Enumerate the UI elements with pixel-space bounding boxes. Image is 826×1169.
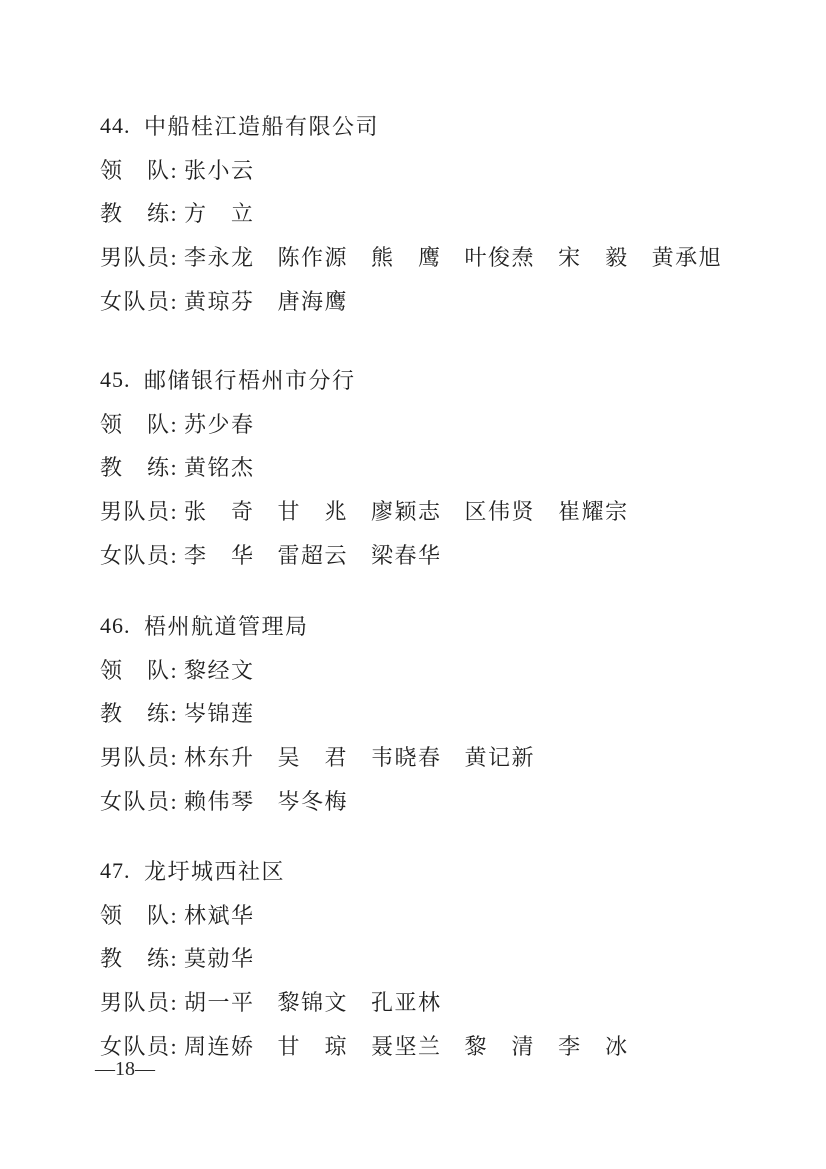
- team-section-45: [100, 358, 786, 576]
- female-members: [184, 285, 348, 316]
- member-name: 甘 琼: [277, 1033, 349, 1059]
- team-number: 46.: [100, 612, 131, 638]
- team-number: 45.: [100, 366, 131, 392]
- male-members: [184, 986, 442, 1017]
- male-members: [184, 241, 722, 272]
- coach-line: [100, 191, 786, 235]
- member-name: 唐海鹰: [277, 288, 349, 314]
- leader-line: [100, 648, 786, 692]
- member-name: 李永龙: [184, 245, 255, 271]
- male-members-line: [100, 235, 786, 279]
- team-section-44: [100, 104, 786, 322]
- female-members: [184, 785, 348, 816]
- member-name: 熊 鹰: [371, 245, 442, 271]
- leader-label: 领 队:: [100, 657, 179, 683]
- coach-label: 教 练:: [100, 201, 179, 227]
- member-name: 廖颖志: [371, 499, 442, 525]
- team-title-line: [100, 104, 786, 148]
- coach-line: [100, 445, 786, 489]
- leader-label: 领 队:: [100, 157, 179, 183]
- member-name: 宋 毅: [558, 245, 629, 271]
- coach-name: 莫勍华: [184, 946, 255, 972]
- leader-name: 黎经文: [184, 657, 255, 683]
- female-members-label: 女队员:: [100, 288, 179, 314]
- female-members-label: 女队员:: [100, 542, 179, 568]
- leader-label: 领 队:: [100, 902, 179, 928]
- member-name: 雷超云: [277, 542, 349, 568]
- female-members-line: [100, 1023, 786, 1067]
- member-name: 张 奇: [184, 499, 255, 525]
- male-members-label: 男队员:: [100, 745, 179, 771]
- member-name: 陈作源: [277, 245, 349, 271]
- team-title-line: [100, 849, 786, 893]
- coach-line: [100, 936, 786, 980]
- female-members-label: 女队员:: [100, 1033, 179, 1059]
- team-section-46: [100, 604, 786, 822]
- female-members: [184, 1030, 629, 1061]
- page-number: —18—: [95, 1058, 155, 1080]
- member-name: 聂坚兰: [371, 1033, 442, 1059]
- team-section-47: [100, 849, 786, 1067]
- member-name: 黄琼芬: [184, 288, 255, 314]
- leader-name: 张小云: [184, 157, 255, 183]
- member-name: 崔耀宗: [558, 499, 629, 525]
- member-name: 黎锦文: [277, 990, 349, 1016]
- coach-name: 方 立: [184, 201, 255, 227]
- coach-name: 黄铭杰: [184, 455, 255, 481]
- leader-line: [100, 148, 786, 192]
- male-members: [184, 741, 535, 772]
- coach-line: [100, 691, 786, 735]
- member-name: 黄承旭: [651, 245, 723, 271]
- team-title: 中船桂江造船有限公司: [144, 114, 380, 140]
- leader-line: [100, 402, 786, 446]
- leader-name: 苏少春: [184, 411, 255, 437]
- team-title: 龙圩城西社区: [144, 859, 286, 885]
- coach-label: 教 练:: [100, 701, 179, 727]
- male-members: [184, 495, 629, 526]
- member-name: 赖伟琴: [184, 788, 255, 814]
- member-name: 梁春华: [371, 542, 442, 568]
- member-name: 甘 兆: [277, 499, 349, 525]
- member-name: 黎 清: [464, 1033, 536, 1059]
- member-name: 黄记新: [464, 745, 536, 771]
- leader-label: 领 队:: [100, 411, 179, 437]
- male-members-line: [100, 489, 786, 533]
- team-number: 44.: [100, 112, 131, 138]
- member-name: 胡一平: [184, 990, 255, 1016]
- male-members-label: 男队员:: [100, 990, 179, 1016]
- member-name: 林东升: [184, 745, 255, 771]
- member-name: 叶俊焘: [464, 245, 536, 271]
- male-members-label: 男队员:: [100, 499, 179, 525]
- team-title: 梧州航道管理局: [144, 614, 309, 640]
- team-title: 邮储银行梧州市分行: [144, 368, 356, 394]
- coach-label: 教 练:: [100, 455, 179, 481]
- member-name: 周连娇: [184, 1033, 255, 1059]
- male-members-label: 男队员:: [100, 245, 179, 271]
- female-members-line: [100, 532, 786, 576]
- member-name: 李 冰: [558, 1033, 629, 1059]
- team-number: 47.: [100, 857, 131, 883]
- female-members-line: [100, 278, 786, 322]
- coach-label: 教 练:: [100, 946, 179, 972]
- member-name: 区伟贤: [464, 499, 536, 525]
- member-name: 李 华: [184, 542, 255, 568]
- team-title-line: [100, 358, 786, 402]
- male-members-line: [100, 980, 786, 1024]
- coach-name: 岑锦莲: [184, 701, 255, 727]
- member-name: 韦晓春: [371, 745, 442, 771]
- male-members-line: [100, 735, 786, 779]
- member-name: 吴 君: [277, 745, 349, 771]
- member-name: 孔亚林: [371, 990, 442, 1016]
- team-title-line: [100, 604, 786, 648]
- female-members-label: 女队员:: [100, 788, 179, 814]
- female-members: [184, 539, 442, 570]
- leader-line: [100, 893, 786, 937]
- leader-name: 林斌华: [184, 902, 255, 928]
- female-members-line: [100, 778, 786, 822]
- member-name: 岑冬梅: [277, 788, 349, 814]
